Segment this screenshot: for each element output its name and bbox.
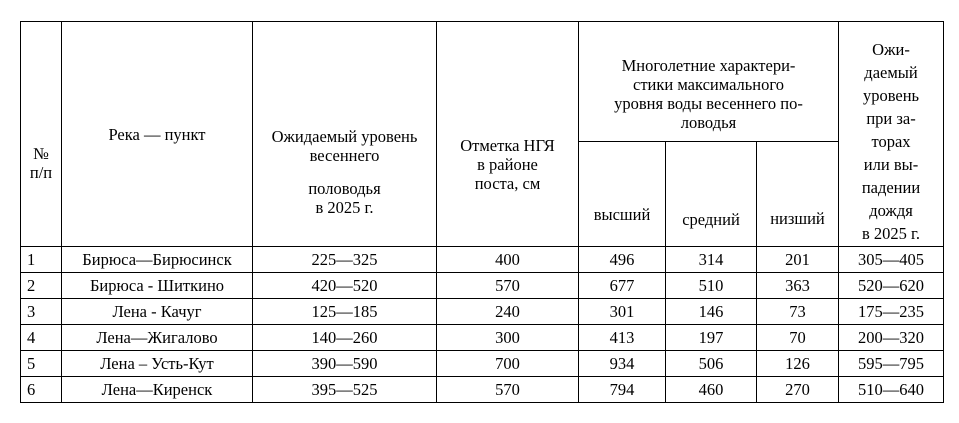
cell-average: 506: [666, 351, 757, 377]
cell-lowest: 201: [757, 247, 839, 273]
header-longterm-characteristics: Многолетние характери- стики максимального уровня воды весеннего по- ловодья: [579, 22, 839, 142]
cell-average: 510: [666, 273, 757, 299]
header-ngya-mark: Отметка НГЯ в районе поста, см: [437, 22, 579, 247]
cell-expected: 225—325: [253, 247, 437, 273]
cell-average: 314: [666, 247, 757, 273]
table-row: [21, 351, 944, 377]
cell-river: Лена - Качуг: [62, 299, 253, 325]
cell-expected: 125—185: [253, 299, 437, 325]
cell-expected: 395—525: [253, 377, 437, 403]
header-lowest: низший: [757, 142, 839, 247]
cell-jam: 175—235: [839, 299, 944, 325]
header-jam-level: Ожи- даемый уровень при за- торах или вы- падении дождя в 2025 г.: [839, 22, 944, 247]
cell-average: 460: [666, 377, 757, 403]
cell-number: 2: [21, 273, 62, 299]
cell-mark: 300: [437, 325, 579, 351]
cell-mark: 570: [437, 377, 579, 403]
header-river-point: Река — пункт: [62, 22, 253, 247]
cell-mark: 400: [437, 247, 579, 273]
cell-number: 1: [21, 247, 62, 273]
cell-number: 5: [21, 351, 62, 377]
cell-highest: 496: [579, 247, 666, 273]
cell-number: 4: [21, 325, 62, 351]
cell-jam: 595—795: [839, 351, 944, 377]
header-expected-level: Ожидаемый уровень весеннего половодья в 2025 г.: [253, 22, 437, 247]
cell-highest: 677: [579, 273, 666, 299]
cell-jam: 305—405: [839, 247, 944, 273]
cell-river: Бирюса - Шиткино: [62, 273, 253, 299]
cell-mark: 700: [437, 351, 579, 377]
header-highest: высший: [579, 142, 666, 247]
cell-expected: 420—520: [253, 273, 437, 299]
cell-highest: 413: [579, 325, 666, 351]
cell-river: Лена—Киренск: [62, 377, 253, 403]
cell-lowest: 70: [757, 325, 839, 351]
cell-lowest: 270: [757, 377, 839, 403]
cell-expected: 390—590: [253, 351, 437, 377]
cell-jam: 520—620: [839, 273, 944, 299]
flood-forecast-table: [20, 21, 944, 403]
table-row: [21, 299, 944, 325]
table-row: [21, 273, 944, 299]
cell-number: 3: [21, 299, 62, 325]
header-average: средний: [666, 142, 757, 247]
cell-river: Бирюса—Бирюсинск: [62, 247, 253, 273]
header-number: № п/п: [21, 22, 62, 247]
cell-lowest: 363: [757, 273, 839, 299]
table-row: [21, 247, 944, 273]
cell-mark: 240: [437, 299, 579, 325]
cell-river: Лена—Жигалово: [62, 325, 253, 351]
cell-average: 197: [666, 325, 757, 351]
cell-number: 6: [21, 377, 62, 403]
table-row: [21, 377, 944, 403]
cell-highest: 301: [579, 299, 666, 325]
cell-highest: 794: [579, 377, 666, 403]
cell-average: 146: [666, 299, 757, 325]
table-row: [21, 325, 944, 351]
cell-river: Лена – Усть-Кут: [62, 351, 253, 377]
cell-lowest: 73: [757, 299, 839, 325]
cell-expected: 140—260: [253, 325, 437, 351]
cell-highest: 934: [579, 351, 666, 377]
cell-jam: 200—320: [839, 325, 944, 351]
cell-mark: 570: [437, 273, 579, 299]
cell-jam: 510—640: [839, 377, 944, 403]
cell-lowest: 126: [757, 351, 839, 377]
